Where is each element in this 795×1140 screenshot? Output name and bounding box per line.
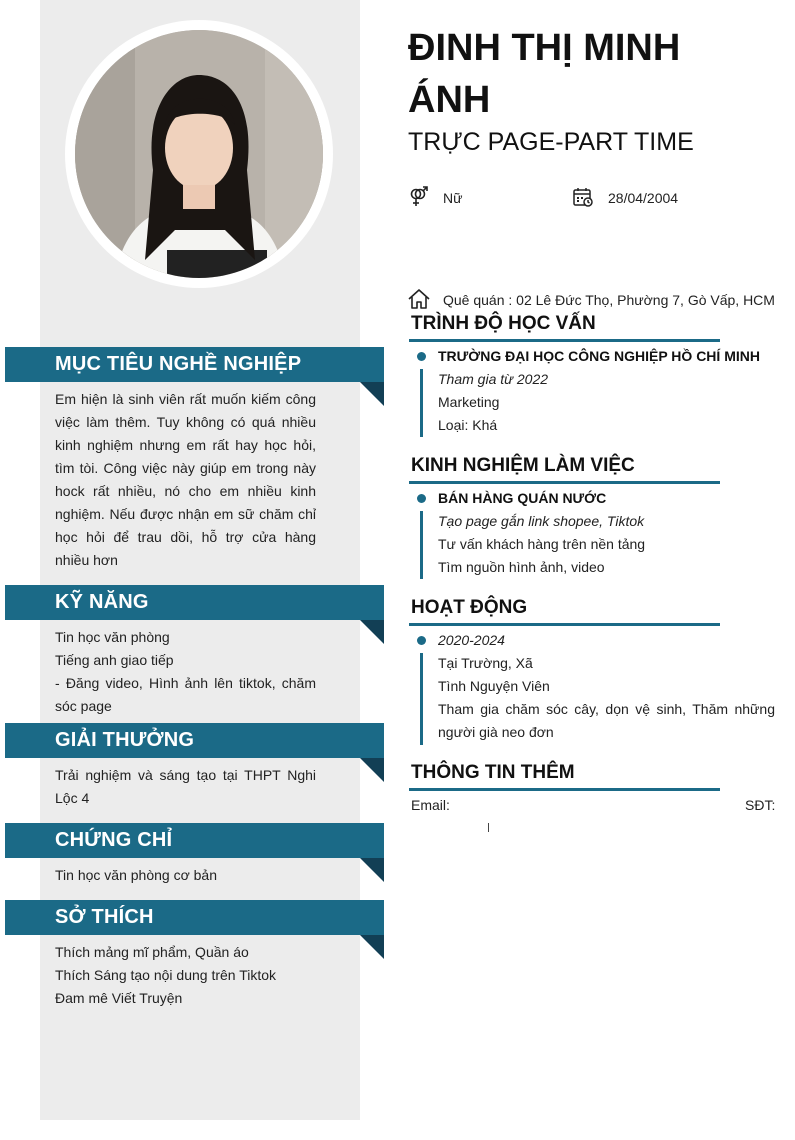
skill-item: - Đăng video, Hình ảnh lên tiktok, chăm sóc page <box>55 675 316 714</box>
hobby-item: Thích mảng mĩ phẩm, Quần áo <box>55 944 249 960</box>
full-name: ĐINH THỊ MINH ÁNH <box>408 27 681 121</box>
objective-header <box>5 347 384 382</box>
hobby-item: Thích Sáng tạo nội dung trên Tiktok <box>55 967 277 983</box>
gender-value: Nữ <box>443 190 463 206</box>
experience-company: BÁN HÀNG QUÁN NƯỚC <box>438 490 607 506</box>
timeline-dot <box>417 352 426 361</box>
certificates-header <box>5 823 384 858</box>
ribbon-fold <box>360 858 384 882</box>
certificates-text: Tin học văn phòng cơ bản <box>55 867 217 883</box>
awards-header <box>5 723 384 758</box>
ribbon-fold <box>360 382 384 406</box>
skills-header <box>5 585 384 620</box>
skills-list <box>55 626 316 718</box>
text-cursor-mark <box>488 823 489 832</box>
activities-place: Tại Trường, Xã <box>438 655 533 671</box>
skill-item: Tin học văn phòng <box>55 629 170 645</box>
hometown-value: Quê quán : 02 Lê Đức Thọ, Phường 7, Gò Vấp, HCM <box>443 292 775 308</box>
education-grade: Loại: Khá <box>438 417 498 433</box>
education-entry <box>438 345 775 437</box>
activities-description: Tham gia chăm sóc cây, dọn vệ sinh, Thăm những người già neo đơn <box>438 701 775 740</box>
objective-title: MỤC TIÊU NGHỀ NGHIỆP <box>55 353 302 375</box>
ribbon-fold <box>360 935 384 959</box>
experience-entry <box>438 487 775 579</box>
experience-item: Tìm nguồn hình ảnh, video <box>438 559 605 575</box>
gender-row <box>408 186 558 210</box>
section-divider <box>409 481 720 484</box>
certificates-title: CHỨNG CHỈ <box>55 829 173 851</box>
education-title: TRÌNH ĐỘ HỌC VẤN <box>411 313 596 334</box>
activities-role: Tình Nguyện Viên <box>438 678 550 694</box>
objective-text: Em hiện là sinh viên rất muốn kiếm công việc làm thêm. Tuy không có quá nhiều kinh nghiệm nhưng em rất hay học hỏi, tìm tòi. Công việc này giúp em trong này hock rất nhiều, nó cho em nhiều kinh nghiệm. Nếu được nhận em sữ chăm chỉ học hỏi để trau dồi, hỗ trợ cửa hàng nhiều hơn <box>55 391 316 568</box>
hometown-row <box>408 288 778 312</box>
job-title: TRỰC PAGE-PART TIME <box>408 128 694 156</box>
activities-entry <box>438 629 775 744</box>
section-divider <box>409 339 720 342</box>
education-school: TRƯỜNG ĐẠI HỌC CÔNG NGHIỆP HỒ CHÍ MINH <box>438 348 760 364</box>
gender-icon <box>408 186 430 208</box>
education-major: Marketing <box>438 394 500 410</box>
timeline-bar <box>420 369 423 437</box>
education-since: Tham gia từ 2022 <box>438 371 549 387</box>
awards-text: Trải nghiệm và sáng tạo tại THPT Nghi Lộc 4 <box>55 767 316 806</box>
hobbies-header <box>5 900 384 935</box>
experience-role: Tạo page gắn link shopee, Tiktok <box>438 513 645 529</box>
skills-title: KỸ NĂNG <box>55 591 149 613</box>
timeline-bar <box>420 653 423 745</box>
skill-item: Tiếng anh giao tiếp <box>55 652 174 668</box>
experience-title: KINH NGHIỆM LÀM VIỆC <box>411 455 635 476</box>
birthdate-value: 28/04/2004 <box>608 190 679 206</box>
awards-title: GIẢI THƯỞNG <box>55 729 195 751</box>
hobby-item: Đam mê Viết Truyện <box>55 990 183 1006</box>
ribbon-fold <box>360 620 384 644</box>
activities-period: 2020-2024 <box>438 632 505 648</box>
timeline-dot <box>417 494 426 503</box>
extra-title: THÔNG TIN THÊM <box>411 762 575 783</box>
home-icon <box>408 288 430 310</box>
hobbies-list <box>55 941 316 1010</box>
timeline-bar <box>420 511 423 579</box>
hobbies-title: SỞ THÍCH <box>55 906 154 928</box>
section-divider <box>409 788 720 791</box>
birthdate-row <box>572 186 722 210</box>
ribbon-fold <box>360 758 384 782</box>
avatar <box>75 30 323 278</box>
activities-title: HOẠT ĐỘNG <box>411 597 528 618</box>
timeline-dot <box>417 636 426 645</box>
experience-item: Tư vấn khách hàng trên nền tảng <box>438 536 646 552</box>
section-divider <box>409 623 720 626</box>
calendar-icon <box>572 186 594 208</box>
